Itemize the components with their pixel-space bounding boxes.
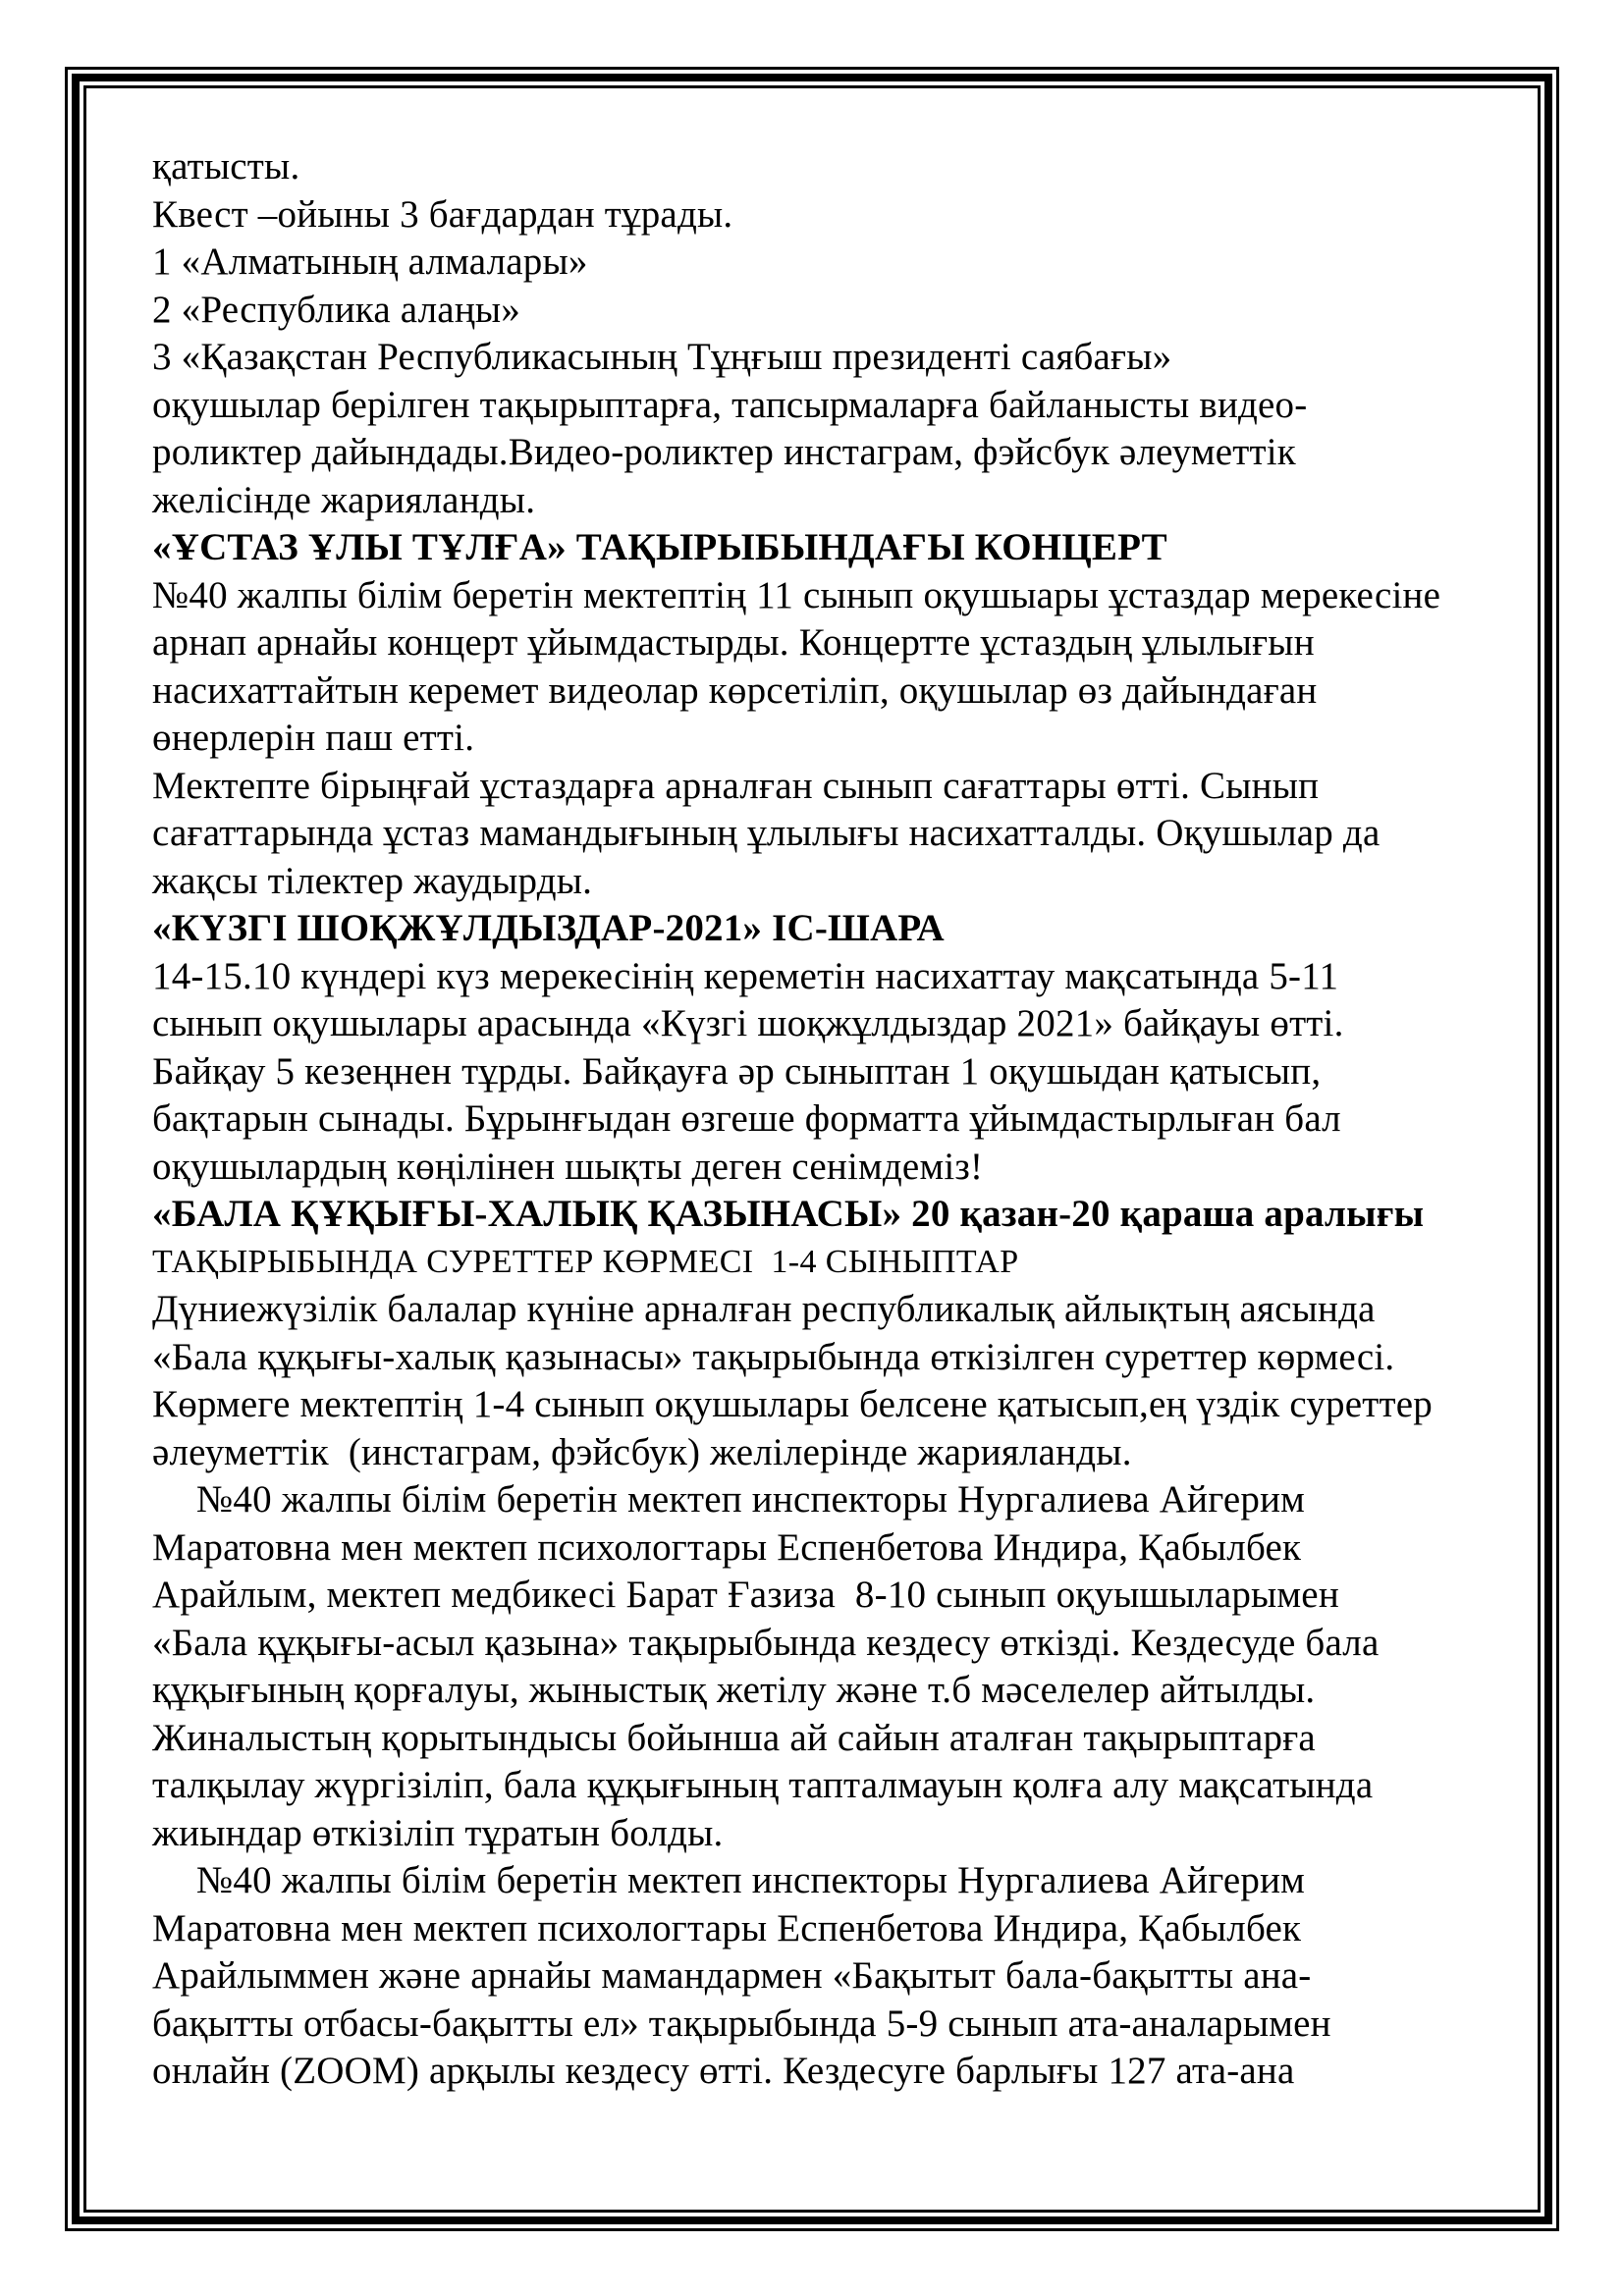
section-subheading-caps: ТАҚЫРЫБЫНДА СУРЕТТЕР КӨРМЕСІ 1-4 СЫНЫПТАР (152, 1243, 1019, 1280)
section-heading-shokzhuldyzdar: «КҮЗГІ ШОҚЖҰЛДЫЗДАР-2021» ІС-ШАРА (152, 907, 945, 949)
text-line: талқылау жүргізіліп, бала құқығының тапталмауын қолға алу мақсатында (152, 1764, 1374, 1806)
text-line: №40 жалпы білім беретін мектептің 11 сынып оқушыары ұстаздар мерекесіне (152, 573, 1441, 616)
text-line: Мектепте бірыңғай ұстаздарға арналған сынып сағаттары өтті. Сынып (152, 764, 1320, 807)
document-text-block (152, 143, 1497, 2096)
text-line: әлеуметтік (инстаграм, фэйсбук) желілерінде жарияланды. (152, 1430, 1132, 1473)
text-line: Арайлым, мектеп медбикесі Барат Ғазиза 8-10 сынып оқуышыларымен (152, 1574, 1339, 1616)
text-line: насихаттайтын керемет видеолар көрсетіліп, оқушылар өз дайындаған (152, 668, 1318, 712)
text-line: бақытты отбасы-бақытты ел» тақырыбында 5-9 сынып ата-аналарымен (152, 2002, 1331, 2045)
text-line: Маратовна мен мектеп психологтары Еспенбетова Индира, Қабылбек (152, 1906, 1302, 1949)
text-line: роликтер дайындады.Видео-роликтер инстаграм, фэйсбук әлеуметтік (152, 431, 1296, 473)
text-line: қатысты. (152, 145, 300, 187)
text-line: арнап арнайы концерт ұйымдастырды. Концертте ұстаздың ұлылығын (152, 621, 1315, 664)
text-line: құқығының қорғалуы, жыныстық жетілу және т.б мәселелер айтылды. (152, 1669, 1316, 1711)
text-line: Дүниежүзілік балалар күніне арналған республикалық айлықтың аясында (152, 1288, 1376, 1330)
text-line: №40 жалпы білім беретін мектеп инспекторы Нургалиева Айгерим (196, 1478, 1306, 1521)
text-line: өнерлерін паш етті. (152, 717, 475, 759)
text-line: Арайлыммен және арнайы мамандармен «Бақытыт бала-бақытты ана- (152, 1954, 1312, 1997)
text-line: №40 жалпы білім беретін мектеп инспекторы Нургалиева Айгерим (196, 1859, 1306, 1901)
section-heading-concert: «ҰСТАЗ ҰЛЫ ТҰЛҒА» ТАҚЫРЫБЫНДАҒЫ КОНЦЕРТ (152, 526, 1167, 568)
text-line: оқушылар берілген тақырыптарға, тапсырмаларға байланысты видео- (152, 383, 1308, 426)
text-line: «Бала құқығы-асыл қазына» тақырыбында кездесу өткізді. Кездесуде бала (152, 1621, 1380, 1664)
text-line: Байқау 5 кезеңнен тұрды. Байқауға әр сыныптан 1 оқушыдан қатысып, (152, 1049, 1322, 1093)
text-line: сағаттарында ұстаз мамандығының ұлылығы насихатталды. Оқушылар да (152, 812, 1380, 854)
text-line: 1 «Алматының алмалары» (152, 240, 588, 283)
section-heading-bala-kukygy: «БАЛА ҚҰҚЫҒЫ-ХАЛЫҚ ҚАЗЫНАСЫ» 20 қазан-20 қараша аралығы (152, 1193, 1425, 1235)
text-line: желісінде жарияланды. (152, 478, 536, 521)
text-line: Квест –ойыны 3 бағдардан тұрады. (152, 192, 733, 236)
text-line: онлайн (ZOOM) арқылы кездесу өтті. Кездесуге барлығы 127 ата-ана (152, 2050, 1295, 2092)
text-line: 2 «Республика алаңы» (152, 288, 520, 331)
text-line: бақтарын сынады. Бұрынғыдан өзгеше форматта ұйымдастырлыған бал (152, 1097, 1341, 1140)
text-line: Көрмеге мектептің 1-4 сынып оқушылары белсене қатысып,ең үздік суреттер (152, 1383, 1433, 1425)
text-line: Жиналыстың қорытындысы бойынша ай сайын аталған тақырыптарға (152, 1716, 1316, 1759)
text-line: оқушылардың көңілінен шықты деген сенімдеміз! (152, 1145, 984, 1188)
text-line: 3 «Қазақстан Республикасының Тұңғыш президенті саябағы» (152, 336, 1172, 378)
text-line: «Бала құқығы-халық қазынасы» тақырыбында өткізілген суреттер көрмесі. (152, 1335, 1395, 1378)
text-line: жиындар өткізіліп тұратын болды. (152, 1811, 724, 1854)
text-line: жақсы тілектер жаудырды. (152, 859, 593, 902)
text-line: сынып оқушылары арасында «Күзгі шоқжұлдыздар 2021» байқауы өтті. (152, 1002, 1344, 1044)
text-line: 14-15.10 күндері күз мерекесінің кереметін насихаттау мақсатында 5-11 (152, 954, 1339, 997)
text-line: Маратовна мен мектеп психологтары Еспенбетова Индира, Қабылбек (152, 1525, 1302, 1569)
